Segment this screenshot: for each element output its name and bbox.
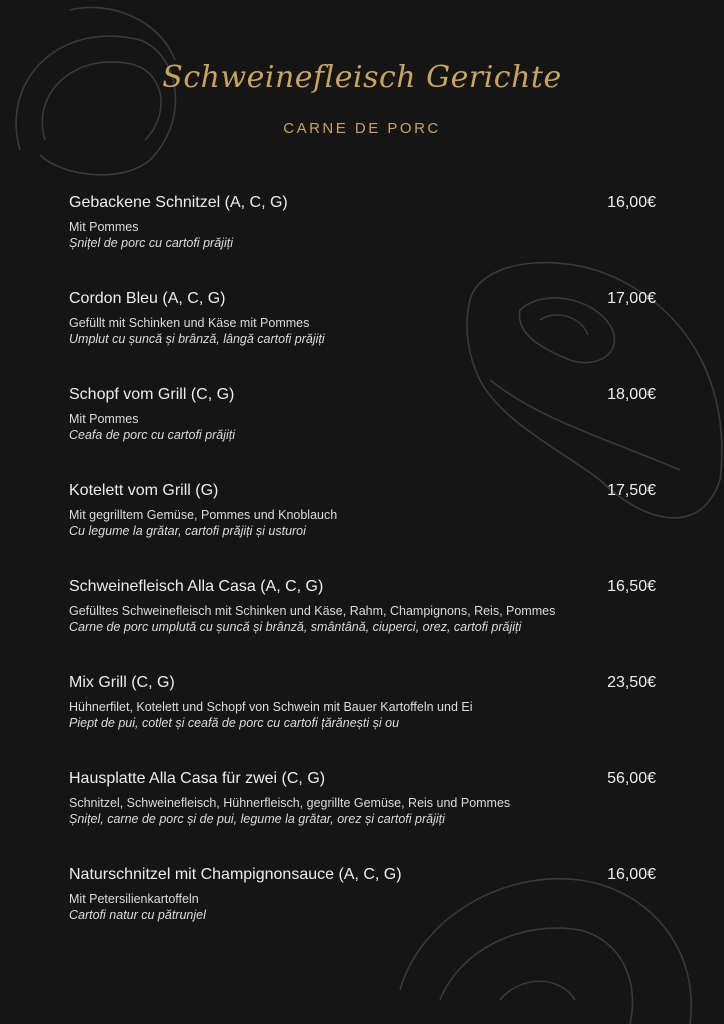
menu-item [69, 290, 656, 360]
item-price: 56,00€ [607, 770, 656, 787]
item-name: Mix Grill (C, G) [69, 674, 175, 691]
item-description-de: Gefüllt mit Schinken und Käse mit Pommes [69, 316, 310, 330]
menu-item [69, 482, 656, 552]
item-name: Schopf vom Grill (C, G) [69, 386, 235, 403]
item-description-de: Gefülltes Schweinefleisch mit Schinken und Käse, Rahm, Champignons, Reis, Pommes [69, 604, 556, 618]
item-description-ro: Șnițel, carne de porc și de pui, legume la grătar, orez și cartofi prăjiți [69, 812, 445, 826]
menu-item [69, 866, 656, 936]
item-description-ro: Piept de pui, cotlet și ceafă de porc cu cartofi țărănești și ou [69, 716, 400, 730]
item-description-de: Mit gegrilltem Gemüse, Pommes und Knoblauch [69, 508, 338, 522]
item-price: 16,00€ [607, 194, 656, 211]
item-description-de: Mit Pommes [69, 412, 139, 426]
menu-item [69, 770, 656, 840]
item-price: 16,50€ [607, 578, 656, 595]
menu-item [69, 674, 656, 744]
menu-item [69, 194, 656, 264]
item-price: 23,50€ [607, 674, 656, 691]
item-name: Schweinefleisch Alla Casa (A, C, G) [69, 578, 324, 595]
menu-item [69, 386, 656, 456]
item-description-ro: Ceafa de porc cu cartofi prăjiți [69, 428, 236, 442]
item-name: Gebackene Schnitzel (A, C, G) [69, 194, 288, 211]
item-price: 16,00€ [607, 866, 656, 883]
item-description-de: Schnitzel, Schweinefleisch, Hühnerfleisch, gegrillte Gemüse, Reis und Pommes [69, 796, 511, 810]
item-description-ro: Umplut cu șuncă și brânză, lângă cartofi prăjiți [69, 332, 325, 346]
item-price: 17,00€ [607, 290, 656, 307]
item-name: Cordon Bleu (A, C, G) [69, 290, 226, 307]
item-description-de: Mit Pommes [69, 220, 139, 234]
item-description-ro: Cu legume la grătar, cartofi prăjiți și usturoi [69, 524, 306, 538]
menu-item [69, 578, 656, 648]
item-price: 18,00€ [607, 386, 656, 403]
item-name: Naturschnitzel mit Champignonsauce (A, C, G) [69, 866, 402, 883]
item-description-de: Hühnerfilet, Kotelett und Schopf von Schwein mit Bauer Kartoffeln und Ei [69, 700, 473, 714]
item-description-ro: Șnițel de porc cu cartofi prăjiți [69, 236, 233, 250]
page-title: Schweinefleisch Gerichte [162, 60, 562, 95]
item-description-ro: Carne de porc umplută cu șuncă și brânză, smântână, ciuperci, orez, cartofi prăjiți [69, 620, 522, 634]
item-price: 17,50€ [607, 482, 656, 499]
item-description-ro: Cartofi natur cu pătrunjel [69, 908, 206, 922]
item-name: Hausplatte Alla Casa für zwei (C, G) [69, 770, 326, 787]
item-name: Kotelett vom Grill (G) [69, 482, 219, 499]
page-subtitle: CARNE DE PORC [283, 120, 441, 137]
item-description-de: Mit Petersilienkartoffeln [69, 892, 199, 906]
